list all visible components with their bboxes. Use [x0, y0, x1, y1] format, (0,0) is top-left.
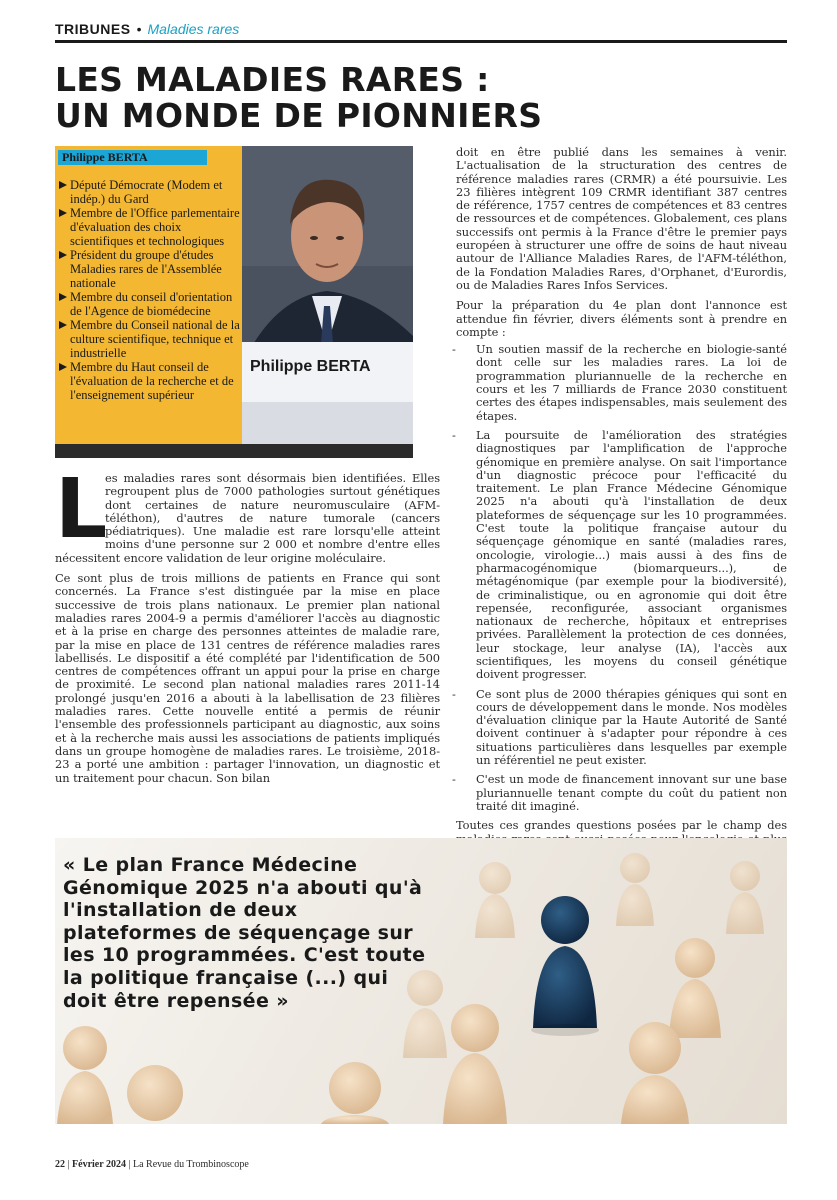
author-role: Membre du Conseil national de la culture scientifique, technique et industrielle — [59, 318, 240, 360]
list-item: - La poursuite de l'amélioration des stratégies diagnostiques par l'amplification de l'approche génomique en première analyse. On sait l'importance d'un diagnostic précoce pour l'efficacité du traitement. Le plan France Médecine Génomique 2025 n'a abouti qu'à l'installation de deux plateformes de séquençage sur les 10 programmées. C'est toute la politique française autour du séquençage génomique en santé (maladies rares, oncologie, virologie...) mais aussi à des fins de pharmacogénomique (biomarqueurs...), de métagénomique (par exemple pour la biodiversité), de criminalistique, ou en agronomie qui doit être repensée, reconfigurée, associant organismes nationaux de recherche, hôpitaux et entreprises privées. Parallèlement la protection de ces données, leur stockage, leur analyse (IA), l'accès aux scientifiques, les moyens du conseil génétique doivent progresser. — [466, 429, 787, 682]
pull-quote-text: « Le plan France Médecine Génomique 2025 n'a abouti qu'à l'installation de deux plateformes de séquençage sur les 10 programmées. C'est toute la politique française (...) qui doit être repensée » — [63, 854, 426, 1012]
section-label: TRIBUNES — [55, 21, 131, 37]
page-number: 22 — [55, 1159, 65, 1170]
author-role: Membre du Haut conseil de l'évaluation de la recherche et de l'enseignement supérieur — [59, 360, 240, 402]
author-role: Président du groupe d'études Maladies rares de l'Assemblée nationale — [59, 248, 240, 290]
author-role: Membre de l'Office parlementaire d'évaluation des choix scientifiques et technologiques — [59, 206, 240, 248]
body-paragraph: Ce sont plus de trois millions de patients en France qui sont concernés. La France s'est distinguée par la mise en place successive de trois plans nationaux. Le premier plan national maladies rares 2004-9 a permis d'améliorer l'accès au diagnostic et à la prise en charge des personnes atteintes de maladie rare, par la mise en place de 131 centres de référence maladies rares labellisés. Le dispositif a été complété par l'identification de 500 centres de compétences offrant un appui pour la prise en charge de proximité. Le second plan national maladies rares 2011-14 prolongé jusqu'en 2016 a abouti à la labellisation de 23 filières maladies rares. Cette nouvelle entité a permis de réunir l'ensemble des professionnels participant au diagnostic, aux soins et à la recherche mais aussi les associations de patients impliqués dans un groupe homogène de maladies rares. Le troisième, 2018-23 a porté une ambition : partager l'innovation, un diagnostic et un traitement pour chacun. Son bilan — [55, 571, 440, 785]
intro-paragraph-wrap — [55, 462, 440, 565]
issue-date: Février 2024 — [72, 1159, 126, 1170]
title-line-2: UN MONDE DE PIONNIERS — [55, 96, 543, 135]
article-title — [55, 62, 615, 134]
title-line-1: LES MALADIES RARES : — [55, 60, 490, 99]
list-item: - Un soutien massif de la recherche en biologie-santé dont celle sur les maladies rares. La loi de programmation pluriannuelle de la recherche en cours et les 7 milliards de France 2030 constituent certes des étapes indispensables, mais seulement des étapes. — [466, 343, 787, 423]
intro-paragraph: es maladies rares sont désormais bien identifiées. Elles regroupent plus de 7000 pathologies surtout génétiques dont certaines de nature neuromusculaire (AFM-téléthon), d'autres de nature tumorale (cancers pédiatriques). Une maladie est rare lorsqu'elle atteint moins d'une personne sur 2 000 et nombre d'entre elles nécessitent encore validation de leur origine moléculaire. — [55, 471, 440, 565]
header-rule — [55, 40, 787, 43]
body-paragraph: Pour la préparation du 4e plan dont l'annonce est attendue fin février, divers éléments sont à prendre en compte : — [456, 298, 787, 339]
portrait-nameplate: Philippe BERTA — [250, 358, 371, 375]
publication-name: La Revue du Trombinoscope — [133, 1159, 249, 1170]
header-separator: • — [136, 21, 142, 37]
page-footer: 22 | Février 2024 | La Revue du Trombinoscope — [55, 1159, 249, 1170]
list-item: - C'est un mode de financement innovant sur une base pluriannuelle tenant compte du coût du patient non traité dit imaginé. — [466, 773, 787, 813]
considerations-list — [466, 343, 787, 813]
list-item: - Ce sont plus de 2000 thérapies géniques qui sont en cours de développement dans le monde. Nos modèles d'évaluation clinique par la Haute Autorité de Santé doivent continuer à s'adapter pour répondre à ces situations particulières dans lesquelles par exemple un référentiel ne peut exister. — [466, 688, 787, 768]
portrait-illustration — [242, 146, 413, 444]
article-column-left — [55, 462, 440, 785]
closing-text: Toutes ces grandes questions posées par le champ des — [456, 818, 787, 833]
author-roles-list — [59, 178, 240, 402]
author-role: Député Démocrate (Modem et indép.) du Gard — [59, 178, 240, 206]
author-name: Philippe BERTA — [58, 150, 207, 165]
category-label: Maladies rares — [147, 21, 240, 37]
article-column-right — [456, 146, 787, 872]
body-paragraph: doit en être publié dans les semaines à venir. L'actualisation de la structuration des centres de référence maladies rares (CRMR) a été poursuivie. Les 23 filières intègrent 109 CRMR identifiant 387 centres de référence, 1757 centres de compétences et 83 centres de ressources et de compétences. Globalement, ces plans successifs ont permis à la France d'être le premier pays européen à structurer une offre de soins de haut niveau autour de l'Alliance Maladies Rares, de l'AFM-téléthon, de la Fondation Maladies Rares, d'Orphanet, d'Eurordis, ou de Maladies Rares Infos Services. — [456, 145, 787, 292]
bio-underline-bar — [55, 444, 413, 458]
author-bio-box — [55, 146, 242, 444]
section-header — [55, 20, 787, 38]
author-role: Membre du conseil d'orientation de l'Agence de biomédecine — [59, 290, 240, 318]
drop-cap: L — [55, 462, 108, 557]
author-portrait — [242, 146, 413, 444]
pull-quote-panel — [55, 838, 787, 1124]
